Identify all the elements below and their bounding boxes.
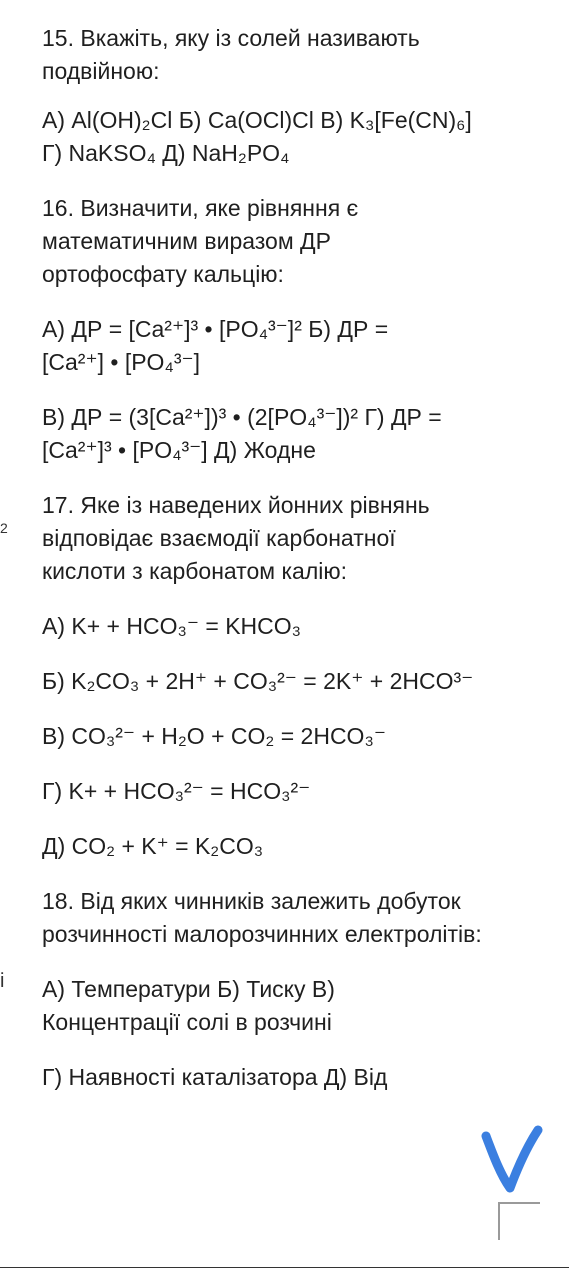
question-18-options-line-1: А) Температури Б) Тиску В) (42, 976, 335, 1002)
question-16-options-line-3: В) ДР = (3[Ca²⁺])³ • (2[PO₄³⁻])² Г) ДР = (42, 404, 442, 430)
document-page (42, 22, 542, 1094)
question-16-options-line-1: А) ДР = [Ca²⁺]³ • [PO₄³⁻]² Б) ДР = (42, 316, 389, 342)
question-17-option-a: А) K+ + HCO₃⁻ = KHCO₃ (42, 613, 302, 639)
question-18-title: 18. Від яких чинників залежить добуток розчинності малорозчинних електролітів: (42, 888, 482, 947)
question-17-option-d: Г) K+ + HCO₃²⁻ = HCO₃²⁻ (42, 778, 311, 804)
question-17-title: 17. Яке із наведених йонних рівнянь відповідає взаємодії карбонатної кислоти з карбонатом калію: (42, 492, 430, 584)
question-16-options-line-2: [Ca²⁺] • [PO₄³⁻] (42, 349, 201, 375)
question-18-options-line-3: Г) Наявності каталізатора Д) Від (42, 1064, 388, 1090)
question-17-option-b: Б) K₂CO₃ + 2H⁺ + CO₃²⁻ = 2K⁺ + 2HCO³⁻ (42, 668, 474, 694)
question-15-options-line-1: А) Al(OH)₂Cl Б) Ca(OCl)Cl В) K₃[Fe(CN)₆] (42, 107, 472, 133)
question-16-title: 16. Визначити, яке рівняння є математичним виразом ДР ортофосфату кальцію: (42, 195, 359, 287)
question-15-options-line-2: Г) NaKSO₄ Д) NaH₂PO₄ (42, 140, 290, 166)
edge-mark-2: і (0, 970, 5, 992)
check-mark-icon (478, 1122, 544, 1200)
bottom-divider (0, 1267, 569, 1268)
edge-mark-1: 2 (0, 520, 8, 536)
question-15-title: 15. Вкажіть, яку із солей називають подвійною: (42, 25, 420, 84)
corner-crop-mark (498, 1202, 540, 1240)
question-16-options-line-4: [Ca²⁺]³ • [PO₄³⁻] Д) Жодне (42, 437, 316, 463)
question-17-option-c: В) CO₃²⁻ + H₂O + CO₂ = 2HCO₃⁻ (42, 723, 386, 749)
question-18-options-line-2: Концентрації солі в розчині (42, 1009, 332, 1035)
question-17-option-e: Д) CO₂ + K⁺ = K₂CO₃ (42, 833, 264, 859)
